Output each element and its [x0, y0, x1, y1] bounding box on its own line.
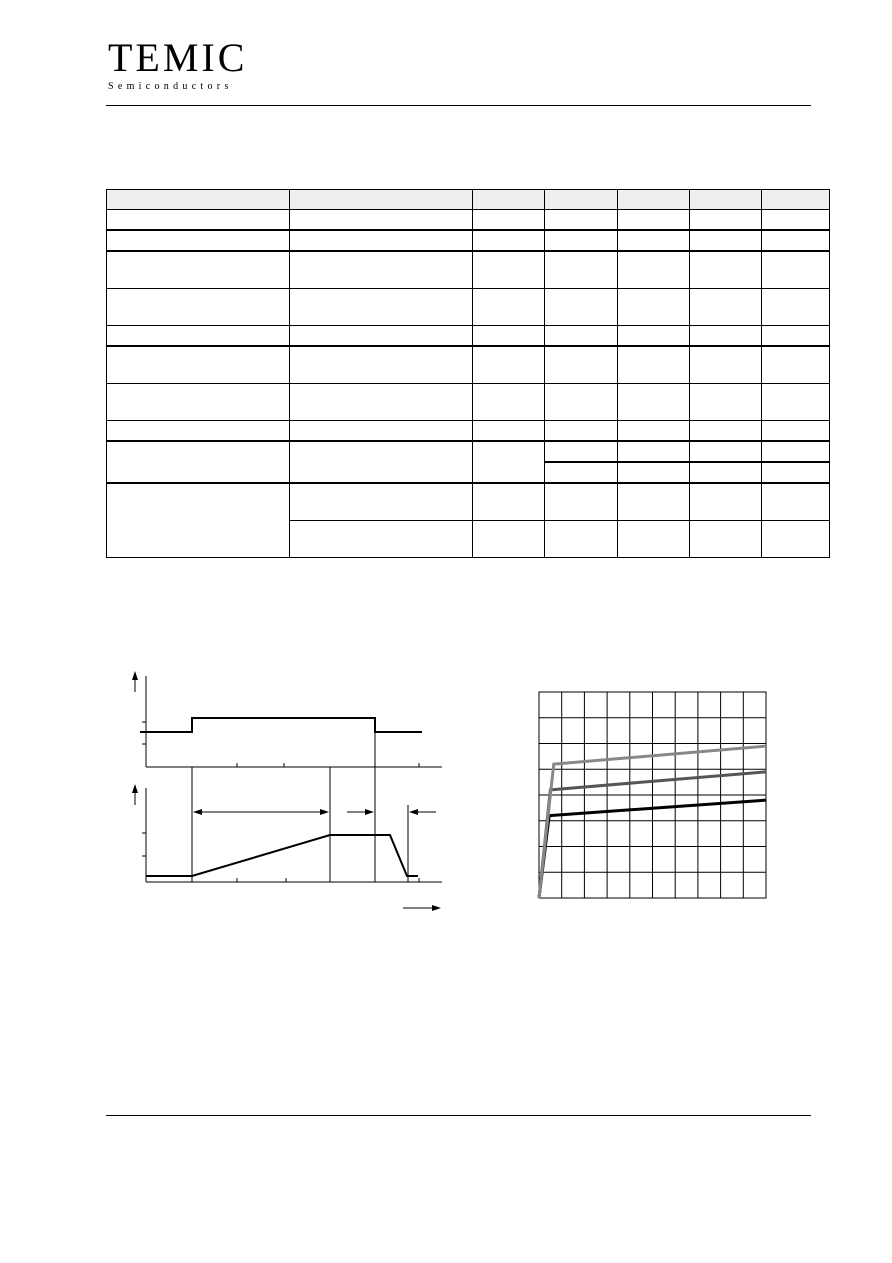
footer-rule	[106, 1115, 811, 1116]
brand-name: TEMIC	[108, 35, 248, 80]
chart-grid	[539, 692, 766, 898]
brand-subtitle: Semiconductors	[108, 81, 233, 92]
